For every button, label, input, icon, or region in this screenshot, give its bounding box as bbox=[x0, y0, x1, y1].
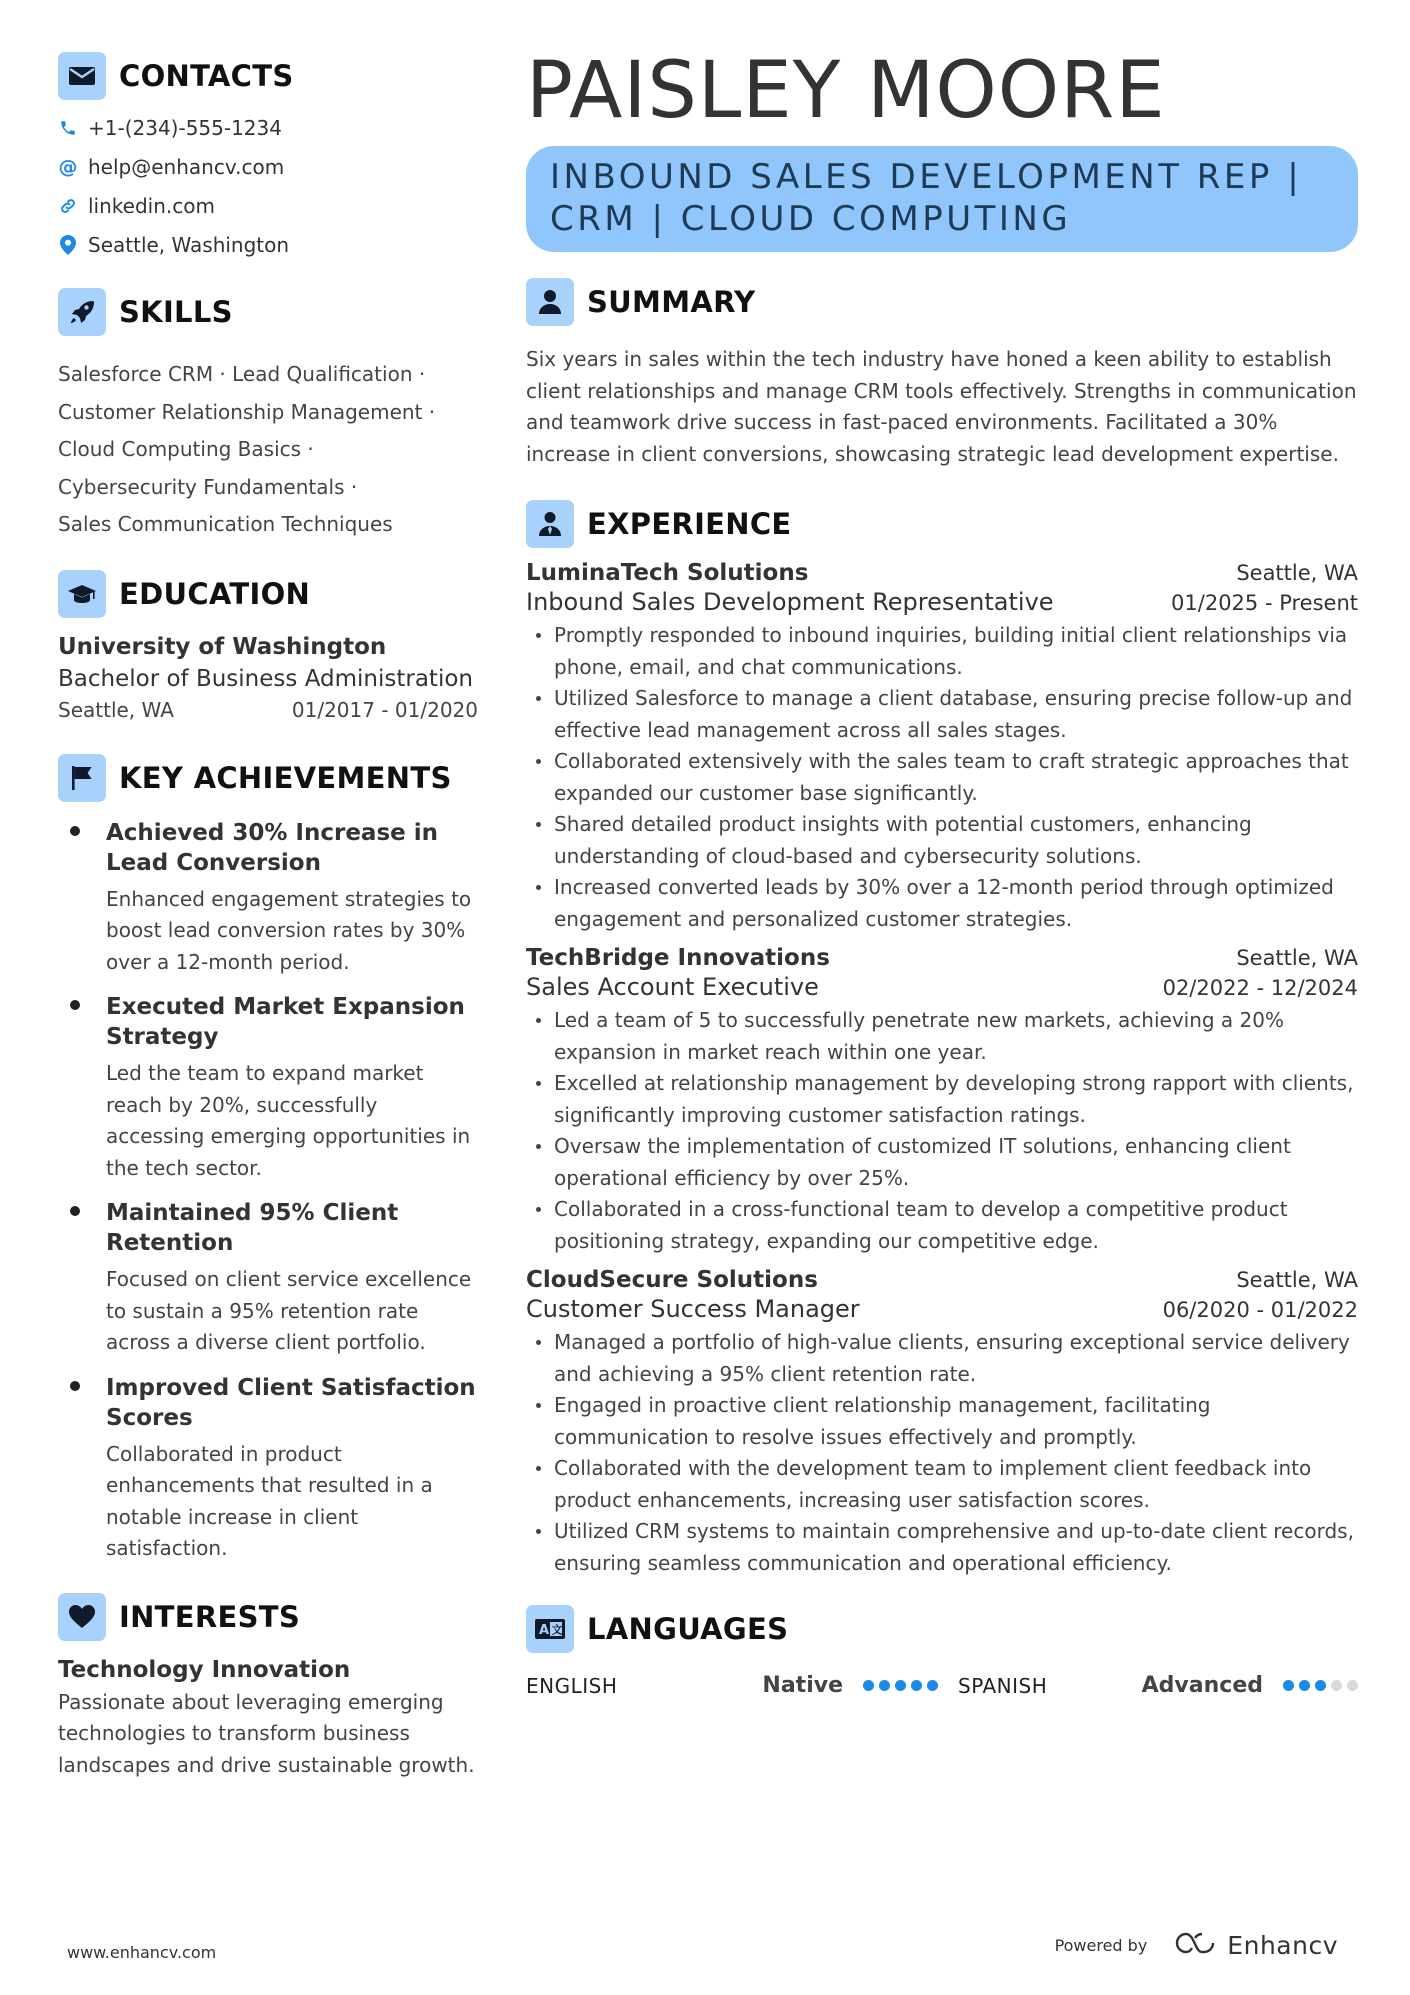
svg-text:文: 文 bbox=[551, 1623, 563, 1637]
job-company: CloudSecure Solutions bbox=[526, 1267, 818, 1293]
job-role: Inbound Sales Development Representative bbox=[526, 588, 1054, 616]
skills-line: Cloud Computing Basics · bbox=[58, 437, 314, 461]
footer-brand[interactable] bbox=[1055, 1930, 1338, 1960]
interests-header bbox=[58, 1591, 478, 1643]
rating-dot bbox=[911, 1680, 922, 1691]
summary-title: SUMMARY bbox=[587, 285, 756, 319]
achievement-title: Improved Client Satisfaction Scores bbox=[106, 1374, 476, 1431]
experience-header bbox=[526, 498, 1358, 550]
bullet-dot bbox=[70, 1381, 80, 1391]
rating-dot bbox=[1283, 1680, 1294, 1691]
job-bullets bbox=[526, 620, 1358, 935]
achievement-item bbox=[58, 1373, 478, 1565]
brand-name: Enhancv bbox=[1227, 1930, 1338, 1960]
language-name: SPANISH bbox=[958, 1673, 1048, 1698]
language-level: Advanced bbox=[1141, 1673, 1263, 1698]
job-bullets bbox=[526, 1005, 1358, 1257]
rating-dot bbox=[927, 1680, 938, 1691]
skills-header bbox=[58, 286, 478, 338]
job-bullet: Engaged in proactive client relationship management, facilitating communication to resolve issues effectively and promptly. bbox=[526, 1390, 1358, 1453]
job-bullet: Excelled at relationship management by developing strong rapport with clients, significantly improving customer satisfaction ratings. bbox=[526, 1068, 1358, 1131]
rating-dot bbox=[1315, 1680, 1326, 1691]
rating-dot bbox=[879, 1680, 890, 1691]
job-location: Seattle, WA bbox=[1236, 1268, 1358, 1292]
achievement-title: Executed Market Expansion Strategy bbox=[106, 994, 465, 1050]
job-bullet: Promptly responded to inbound inquiries, building initial client relationships via phone, email, and chat communications. bbox=[526, 620, 1358, 683]
interest-desc: Passionate about leveraging emerging technologies to transform business landscapes and drive sustainable growth. bbox=[58, 1689, 475, 1777]
language-name: ENGLISH bbox=[526, 1673, 618, 1698]
job-role: Sales Account Executive bbox=[526, 973, 819, 1001]
contact-email-text: help@enhancv.com bbox=[88, 154, 285, 179]
job-bullet: Collaborated extensively with the sales team to craft strategic approaches that expanded our customer base significantly. bbox=[526, 746, 1358, 809]
experience-title: EXPERIENCE bbox=[587, 507, 792, 541]
rating-dot bbox=[1299, 1680, 1310, 1691]
job-dates: 01/2025 - Present bbox=[1171, 591, 1358, 615]
education-school: University of Washington bbox=[58, 633, 387, 660]
graduation-cap-icon bbox=[58, 570, 106, 618]
language-rating bbox=[863, 1680, 938, 1691]
interest-title: Technology Innovation bbox=[58, 1656, 351, 1683]
flag-icon bbox=[58, 754, 106, 802]
rocket-icon bbox=[58, 288, 106, 336]
education-header bbox=[58, 568, 478, 620]
achievement-desc: Led the team to expand market reach by 20%, successfully accessing emerging opportunities in the tech sector. bbox=[106, 1061, 471, 1180]
achievement-item bbox=[58, 992, 478, 1184]
contact-email[interactable] bbox=[58, 147, 478, 186]
skills-title: SKILLS bbox=[119, 295, 233, 329]
contacts-title: CONTACTS bbox=[119, 59, 294, 93]
contact-phone[interactable] bbox=[58, 108, 478, 147]
bullet-dot bbox=[70, 1206, 80, 1216]
job-bullet: Shared detailed product insights with potential customers, enhancing understanding of cloud-based and cybersecurity solutions. bbox=[526, 809, 1358, 872]
rating-dot bbox=[1331, 1680, 1342, 1691]
language-item bbox=[526, 1673, 938, 1698]
envelope-icon bbox=[58, 52, 106, 100]
skills-line: Sales Communication Techniques bbox=[58, 512, 393, 536]
job-bullet: Managed a portfolio of high-value clients, ensuring exceptional service delivery and achieving a 95% client retention rate. bbox=[526, 1327, 1358, 1390]
translate-icon bbox=[526, 1605, 574, 1653]
language-rating bbox=[1283, 1680, 1358, 1691]
interests-title: INTERESTS bbox=[119, 1599, 301, 1634]
contact-linkedin[interactable] bbox=[58, 186, 478, 225]
summary-text: Six years in sales within the tech industry have honed a keen ability to establish client relationships and manage CRM tools effectively. Strengths in communication and teamwork drive success in fast-paced environments. Facilitated a 30% increase in client conversions, showcasing strategic lead development expertise. bbox=[526, 347, 1357, 466]
job-bullet: Utilized CRM systems to maintain comprehensive and up-to-date client records, ensuring seamless communication and operational efficiency. bbox=[526, 1516, 1358, 1579]
contact-location-text: Seattle, Washington bbox=[88, 232, 290, 257]
achievements-list bbox=[58, 818, 478, 1565]
contact-location bbox=[58, 225, 478, 264]
job-dates: 02/2022 - 12/2024 bbox=[1162, 976, 1358, 1000]
job-bullets bbox=[526, 1327, 1358, 1579]
job-company: LuminaTech Solutions bbox=[526, 560, 809, 586]
job-entry bbox=[526, 560, 1358, 935]
job-bullet: Oversaw the implementation of customized IT solutions, enhancing client operational efficiency by over 25%. bbox=[526, 1131, 1358, 1194]
achievement-desc: Enhanced engagement strategies to boost lead conversion rates by 30% over a 12-month period. bbox=[106, 886, 472, 974]
skills-line: Salesforce CRM · Lead Qualification · bbox=[58, 362, 426, 386]
user-icon bbox=[526, 278, 574, 326]
skills-list bbox=[58, 356, 478, 544]
left-column bbox=[58, 50, 478, 1781]
skills-line: Customer Relationship Management · bbox=[58, 399, 436, 424]
job-bullet: Led a team of 5 to successfully penetrate new markets, achieving a 20% expansion in market reach within one year. bbox=[526, 1005, 1358, 1068]
education-title: EDUCATION bbox=[119, 576, 311, 611]
achievement-item bbox=[58, 818, 478, 979]
languages-title: LANGUAGES bbox=[587, 1612, 789, 1646]
contact-phone-text: +1-(234)-555-1234 bbox=[88, 115, 282, 140]
job-location: Seattle, WA bbox=[1236, 946, 1358, 970]
education-dates: 01/2017 - 01/2020 bbox=[291, 697, 478, 722]
bullet-dot bbox=[70, 826, 80, 836]
achievement-title: Achieved 30% Increase in Lead Conversion bbox=[106, 819, 438, 876]
languages-row bbox=[526, 1673, 1358, 1698]
rating-dot bbox=[863, 1680, 874, 1691]
powered-by-text: Powered by bbox=[1054, 1935, 1148, 1955]
phone-icon bbox=[58, 117, 78, 139]
job-bullet: Utilized Salesforce to manage a client database, ensuring precise follow-up and effective lead management across all sales stages. bbox=[526, 683, 1358, 746]
job-bullet: Collaborated in a cross-functional team to develop a competitive product positioning strategy, expanding our competitive edge. bbox=[526, 1194, 1358, 1257]
link-icon bbox=[58, 195, 78, 217]
education-meta bbox=[58, 698, 478, 722]
candidate-name: PAISLEY MOORE bbox=[526, 46, 1166, 136]
job-bullet: Increased converted leads by 30% over a 12-month period through optimized engagement and personalized customer strategies. bbox=[526, 872, 1358, 935]
achievement-title: Maintained 95% Client Retention bbox=[106, 1200, 399, 1256]
job-entry bbox=[526, 1267, 1358, 1579]
rating-dot bbox=[1347, 1680, 1358, 1691]
achievements-title: KEY ACHIEVEMENTS bbox=[119, 760, 452, 795]
contacts-header bbox=[58, 50, 478, 102]
language-item bbox=[958, 1673, 1358, 1698]
skills-line: Cybersecurity Fundamentals · bbox=[58, 474, 358, 499]
job-role: Customer Success Manager bbox=[526, 1295, 860, 1323]
heart-icon bbox=[58, 1593, 106, 1641]
user-tie-icon bbox=[526, 500, 574, 548]
job-bullet: Collaborated with the development team to implement client feedback into product enhancements, increasing user satisfaction scores. bbox=[526, 1453, 1358, 1516]
job-entry bbox=[526, 945, 1358, 1257]
contact-linkedin-text: linkedin.com bbox=[88, 193, 215, 218]
summary-header bbox=[526, 276, 1358, 328]
languages-header bbox=[526, 1603, 1358, 1655]
job-dates: 06/2020 - 01/2022 bbox=[1162, 1298, 1358, 1322]
education-location: Seattle, WA bbox=[58, 697, 174, 722]
achievement-desc: Focused on client service excellence to sustain a 95% retention rate across a diverse client portfolio. bbox=[106, 1267, 472, 1354]
job-location: Seattle, WA bbox=[1236, 561, 1358, 585]
bullet-dot bbox=[70, 1000, 80, 1010]
contact-list bbox=[58, 108, 478, 264]
job-company: TechBridge Innovations bbox=[526, 945, 830, 971]
language-level: Native bbox=[762, 1673, 843, 1698]
achievement-item bbox=[58, 1198, 478, 1359]
education-degree: Bachelor of Business Administration bbox=[58, 665, 473, 692]
rating-dot bbox=[895, 1680, 906, 1691]
enhancv-logo-icon bbox=[1173, 1930, 1219, 1960]
at-icon: @ bbox=[58, 155, 78, 178]
footer-website[interactable]: www.enhancv.com bbox=[67, 1943, 217, 1962]
achievement-desc: Collaborated in product enhancements that resulted in a notable increase in client satisfaction. bbox=[106, 1441, 433, 1560]
headline-banner: INBOUND SALES DEVELOPMENT REP | CRM | CLOUD COMPUTING bbox=[526, 146, 1358, 252]
location-pin-icon bbox=[58, 234, 78, 256]
achievements-header bbox=[58, 752, 478, 804]
right-column bbox=[526, 46, 1358, 1698]
svg-text:A: A bbox=[539, 1623, 550, 1638]
